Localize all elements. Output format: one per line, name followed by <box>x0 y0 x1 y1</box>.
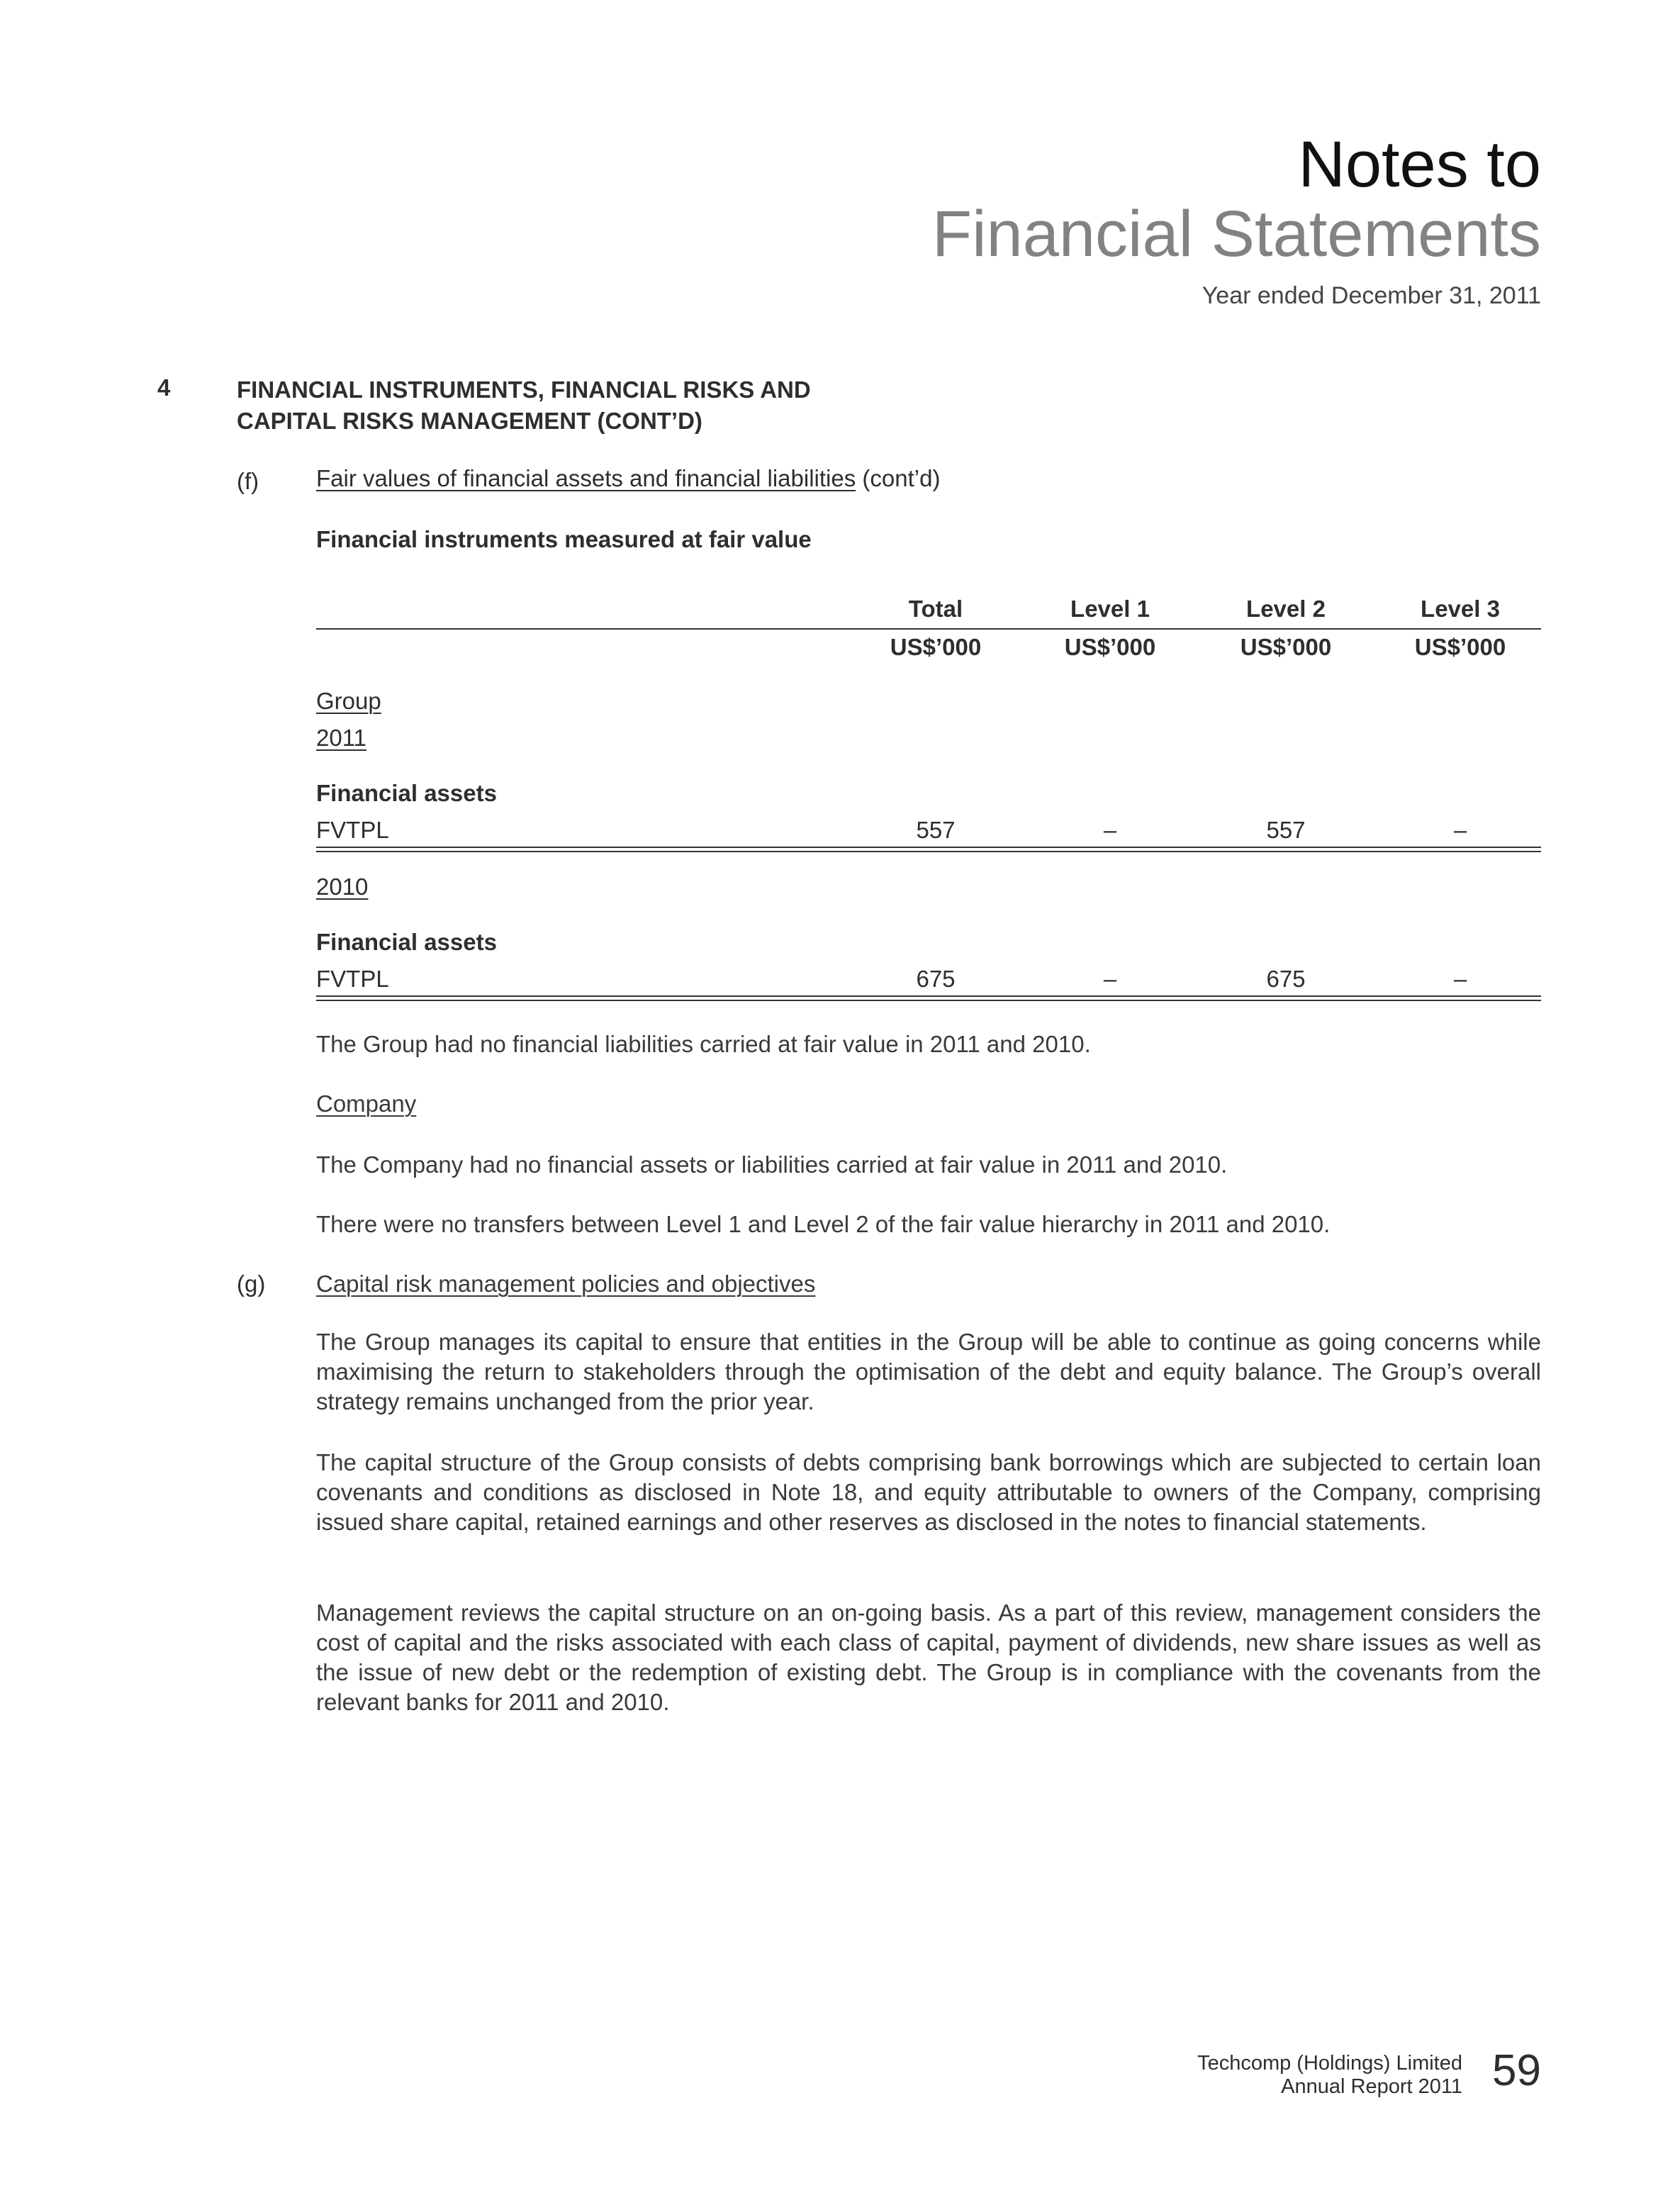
cell-2011-total: 557 <box>916 817 956 843</box>
subsection-f-heading-suffix: (cont’d) <box>856 465 941 491</box>
cell-2011-level1: – <box>1103 817 1117 843</box>
cell-2011-level2: 557 <box>1266 817 1306 843</box>
page-number: 59 <box>1492 2046 1541 2095</box>
row-label-fvtpl-2010: FVTPL <box>316 966 389 992</box>
col-unit-total: US$’000 <box>890 634 982 660</box>
year-label-2010: 2010 <box>316 873 369 900</box>
subsection-f-marker: (f) <box>237 468 259 494</box>
subsection-f-heading <box>316 464 940 493</box>
table-title: Financial instruments measured at fair value <box>316 526 812 552</box>
row-rule-2011-top <box>316 847 1541 848</box>
section-title-line1: FINANCIAL INSTRUMENTS, FINANCIAL RISKS AND <box>237 376 811 403</box>
col-header-total: Total <box>908 596 963 622</box>
row-label-fvtpl-2011: FVTPL <box>316 817 389 843</box>
cell-2010-level3: – <box>1453 966 1467 992</box>
col-header-level1: Level 1 <box>1070 596 1150 622</box>
row-rule-2011-bottom <box>316 851 1541 852</box>
capital-paragraph-2: The capital structure of the Group consists of debts comprising bank borrowings which are subjected to certain loan covenants and conditions as disclosed in Note 18, and equity attributable to owners of the Company, comprising issued share capital, retained earnings and other reserves as disclosed in the notes to financial statements. <box>316 1449 1541 1535</box>
category-label-2010: Financial assets <box>316 929 497 955</box>
fair-value-table <box>316 586 1541 1011</box>
footer-report-name: Annual Report 2011 <box>1281 2075 1462 2098</box>
page-subtitle: Year ended December 31, 2011 <box>1202 282 1541 309</box>
footer-company <box>1197 2052 1462 2099</box>
subsection-f-heading-underlined: Fair values of financial assets and financial liabilities <box>316 465 856 491</box>
footer-company-name: Techcomp (Holdings) Limited <box>1197 2052 1462 2075</box>
group-label: Group <box>316 688 381 714</box>
company-heading: Company <box>316 1090 417 1117</box>
capital-paragraph-1: The Group manages its capital to ensure that entities in the Group will be able to continue as going concerns while maximising the return to stakeholders through the optimisation of the debt and equity balance. The Group’s overall strategy remains unchanged from the prior year. <box>316 1329 1541 1414</box>
company-note: The Company had no financial assets or liabilities carried at fair value in 2011 and 2010. <box>316 1151 1228 1178</box>
cell-2011-level3: – <box>1453 817 1467 843</box>
page-title-line1: Notes to <box>1298 128 1541 201</box>
col-header-level3: Level 3 <box>1421 596 1500 622</box>
header-rule <box>316 628 1541 630</box>
section-title <box>237 374 811 437</box>
subsection-g-marker: (g) <box>237 1271 266 1297</box>
subsection-g-heading: Capital risk management policies and objectives <box>316 1271 816 1297</box>
col-unit-level3: US$’000 <box>1414 634 1506 660</box>
cell-2010-level1: – <box>1103 966 1117 992</box>
section-title-line2: CAPITAL RISKS MANAGEMENT (CONT’D) <box>237 408 702 434</box>
col-unit-level1: US$’000 <box>1064 634 1156 660</box>
cell-2010-total: 675 <box>916 966 956 992</box>
transfers-note: There were no transfers between Level 1 and Level 2 of the fair value hierarchy in 2011 and 2010. <box>316 1211 1331 1237</box>
category-label-2011: Financial assets <box>316 780 497 806</box>
row-rule-2010-top <box>316 995 1541 997</box>
cell-2010-level2: 675 <box>1266 966 1306 992</box>
row-rule-2010-bottom <box>316 1000 1541 1001</box>
group-note: The Group had no financial liabilities carried at fair value in 2011 and 2010. <box>316 1031 1091 1057</box>
year-label-2011: 2011 <box>316 725 366 751</box>
col-unit-level2: US$’000 <box>1240 634 1332 660</box>
section-number: 4 <box>157 374 171 401</box>
col-header-level2: Level 2 <box>1246 596 1326 622</box>
capital-paragraph-3: Management reviews the capital structure on an on-going basis. As a part of this review, management considers the cost of capital and the risks associated with each class of capital, payment of dividends, new share issues as well as the issue of new debt or the redemption of existing debt. The Group is in compliance with the covenants from the relevant banks for 2011 and 2010. <box>316 1600 1541 1715</box>
page-title-line2: Financial Statements <box>931 198 1541 270</box>
